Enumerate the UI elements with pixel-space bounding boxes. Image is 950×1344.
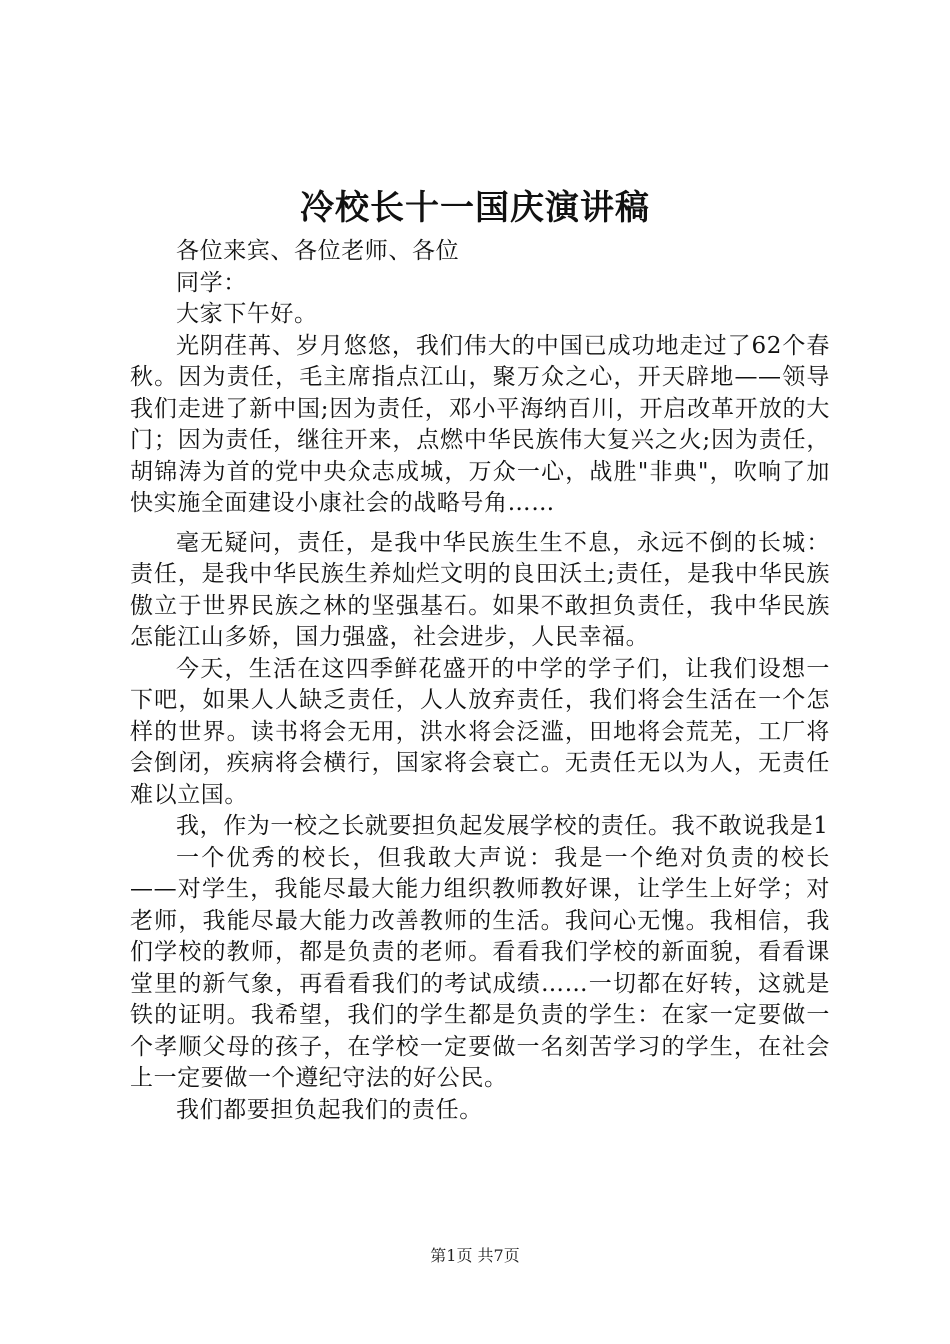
paragraph-greeting-3: 大家下午好。 <box>176 301 318 327</box>
document-body <box>130 236 830 1126</box>
paragraph-principal: 我，作为一校之长就要担负起发展学校的责任。我不敢说我是1 <box>176 813 829 839</box>
paragraph-closing: 我们都要担负起我们的责任。 <box>176 1096 483 1123</box>
paragraph-history: 光阴荏苒、岁月悠悠，我们伟大的中国已成功地走过了62个春秋。因为责任，毛主席指点江山，聚万众之心，开天辟地——领导我们走进了新中国;因为责任，邓小平海纳百川，开启改革开放的大门；因为责任，继往开来，点燃中华民族伟大复兴之火;因为责任，胡锦涛为首的党中央众志成城，万众一心，战胜"非典"，吹响了加快实施全面建设小康社会的战略号角…… <box>130 332 830 516</box>
paragraph-imagine: 今天，生活在这四季鲜花盛开的中学的学子们，让我们设想一下吧，如果人人缺乏责任，人人放弃责任，我们将会生活在一个怎样的世界。读书将会无用，洪水将会泛滥，田地将会荒芜，工厂将会倒闭，疾病将会横行，国家将会衰亡。无责任无以为人，无责任难以立国。 <box>130 655 830 808</box>
page-number-footer: 第1页 共7页 <box>430 1246 520 1265</box>
paragraph-greeting-1: 各位来宾、各位老师、各位 <box>176 238 460 264</box>
paragraph-responsibility: 毫无疑问，责任，是我中华民族生生不息，永远不倒的长城：责任，是我中华民族生养灿烂文明的良田沃土;责任，是我中华民族傲立于世界民族之林的坚强基石。如果不敢担负责任，我中华民族怎能江山多娇，国力强盛，社会进步，人民幸福。 <box>130 529 830 650</box>
paragraph-greeting-2: 同学： <box>176 269 247 296</box>
document-title: 冷校长十一国庆演讲稿 <box>300 188 650 228</box>
paragraph-school: 一个优秀的校长，但我敢大声说：我是一个绝对负责的校长——对学生，我能尽最大能力组织教师教好课，让学生上好学；对老师，我能尽最大能力改善教师的生活。我问心无愧。我相信，我们学校的教师，都是负责的老师。看看我们学校的新面貌，看看课堂里的新气象，再看看我们的考试成绩……一切都在好转，这就是铁的证明。我希望，我们的学生都是负责的学生：在家一定要做一个孝顺父母的孩子，在学校一定要做一名刻苦学习的学生，在社会上一定要做一个遵纪守法的好公民。 <box>130 844 830 1091</box>
